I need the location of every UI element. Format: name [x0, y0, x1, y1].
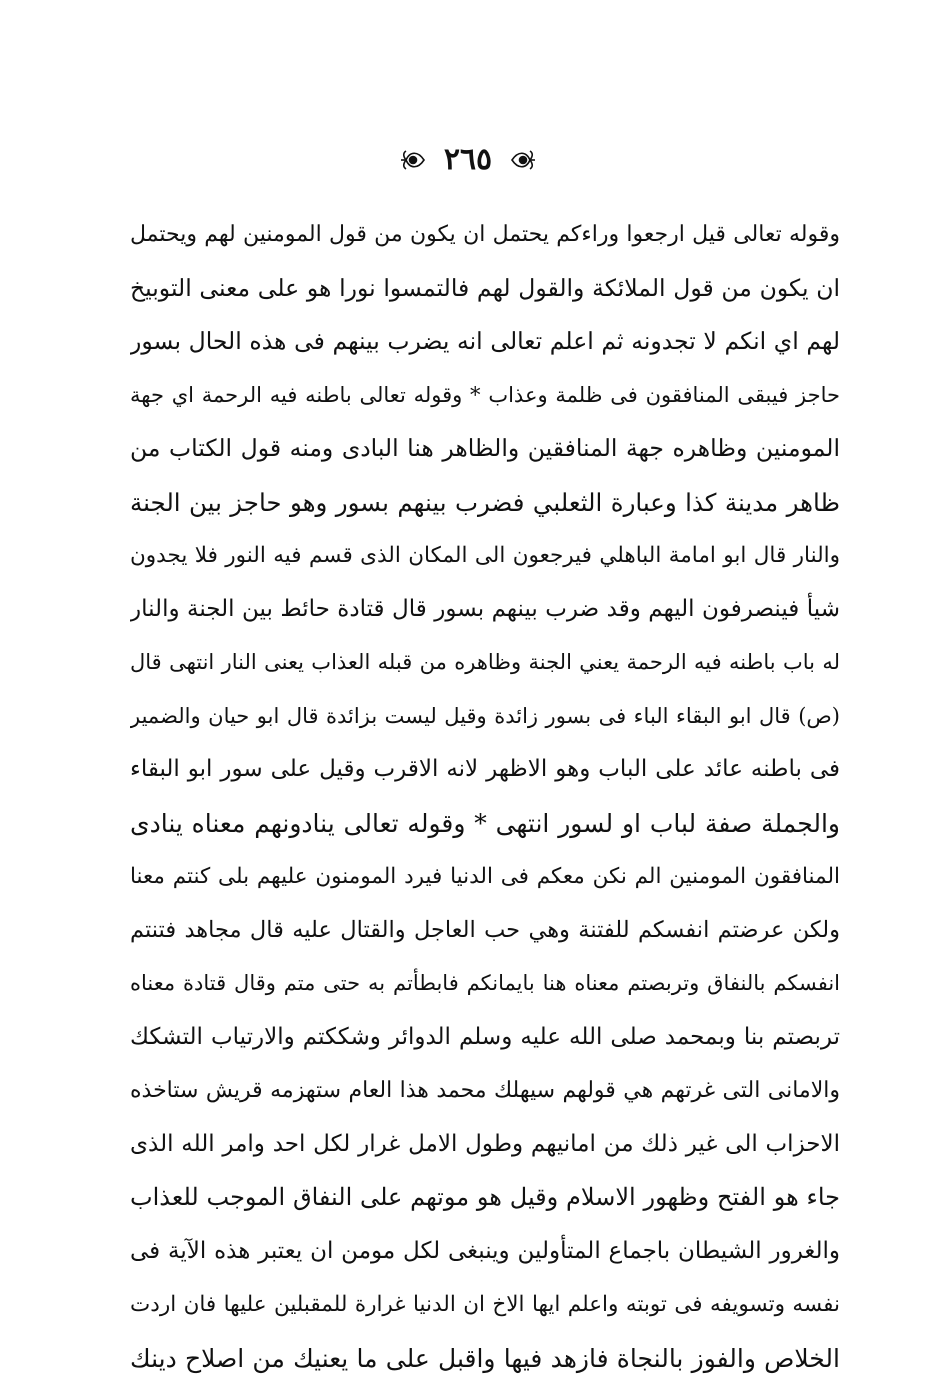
- text-line: والامانى التى غرتهم هي قولهم سيهلك محمد هذا العام ستهزمه قريش ستاخذه: [130, 1064, 840, 1118]
- text-line: المنافقون المومنين الم نكن معكم فى الدنيا فيرد المومنون عليهم بلى كنتم معنا: [130, 850, 840, 904]
- text-line: والجملة صفة لباب او لسور انتهى * وقوله تعالى ينادونهم معناه ينادى: [130, 797, 840, 851]
- text-line: وقوله تعالى قيل ارجعوا وراءكم يحتمل ان يكون من قول المومنين لهم ويحتمل: [130, 208, 840, 262]
- text-line: حاجز فيبقى المنافقون فى ظلمة وعذاب * وقوله تعالى باطنه فيه الرحمة اي جهة: [130, 369, 840, 423]
- text-line: ان يكون من قول الملائكة والقول لهم فالتمسوا نورا هو على معنى التوبيخ: [130, 262, 840, 316]
- text-line: ولكن عرضتم انفسكم للفتنة وهي حب العاجل والقتال عليه قال مجاهد فتنتم: [130, 904, 840, 958]
- text-line: لهم اي انكم لا تجدونه ثم اعلم تعالى انه يضرب بينهم فى هذه الحال بسور: [130, 315, 840, 369]
- text-line: والنار قال ابو امامة الباهلي فيرجعون الى المكان الذى قسم فيه النور فلا يجدون: [130, 529, 840, 583]
- text-line: تربصتم بنا وبمحمد صلى الله عليه وسلم الدوائر وشككتم والارتياب التشكك: [130, 1011, 840, 1065]
- text-line: الخلاص والفوز بالنجاة فازهد فيها واقبل على ما يعنيك من اصلاح دينك: [130, 1332, 840, 1385]
- floral-ornament-icon: [510, 147, 536, 173]
- text-line: جاء هو الفتح وظهور الاسلام وقيل هو موتهم على النفاق الموجب للعذاب: [130, 1171, 840, 1225]
- text-line: له باب باطنه فيه الرحمة يعني الجنة وظاهره من قبله العذاب يعنى النار انتهى قال: [130, 636, 840, 690]
- page-header: [0, 140, 936, 180]
- floral-ornament-icon: [400, 147, 426, 173]
- text-line: والغرور الشيطان باجماع المتأولين وينبغى لكل مومن ان يعتبر هذه الآية فى: [130, 1225, 840, 1279]
- text-line: انفسكم بالنفاق وتربصتم معناه هنا بايمانكم فابطأتم به حتى متم وقال قتادة معناه: [130, 957, 840, 1011]
- text-line: فى باطنه عائد على الباب وهو الاظهر لانه الاقرب وقيل على سور ابو البقاء: [130, 743, 840, 797]
- text-line: شيأ فينصرفون اليهم وقد ضرب بينهم بسور قال قتادة حائط بين الجنة والنار: [130, 583, 840, 637]
- body-text: [130, 208, 840, 1385]
- text-line: المومنين وظاهره جهة المنافقين والظاهر هنا البادى ومنه قول الكتاب من: [130, 422, 840, 476]
- text-line: الاحزاب الى غير ذلك من امانيهم وطول الامل غرار لكل احد وامر الله الذى: [130, 1118, 840, 1172]
- text-line: ظاهر مدينة كذا وعبارة الثعلبي فضرب بينهم بسور وهو حاجز بين الجنة: [130, 476, 840, 530]
- text-line: (ص) قال ابو البقاء الباء فى بسور زائدة وقيل ليست بزائدة قال ابو حيان والضمير: [130, 690, 840, 744]
- text-line: نفسه وتسويفه فى توبته واعلم ايها الاخ ان الدنيا غرارة للمقبلين عليها فان اردت: [130, 1278, 840, 1332]
- page-number: ٢٦٥: [444, 145, 492, 175]
